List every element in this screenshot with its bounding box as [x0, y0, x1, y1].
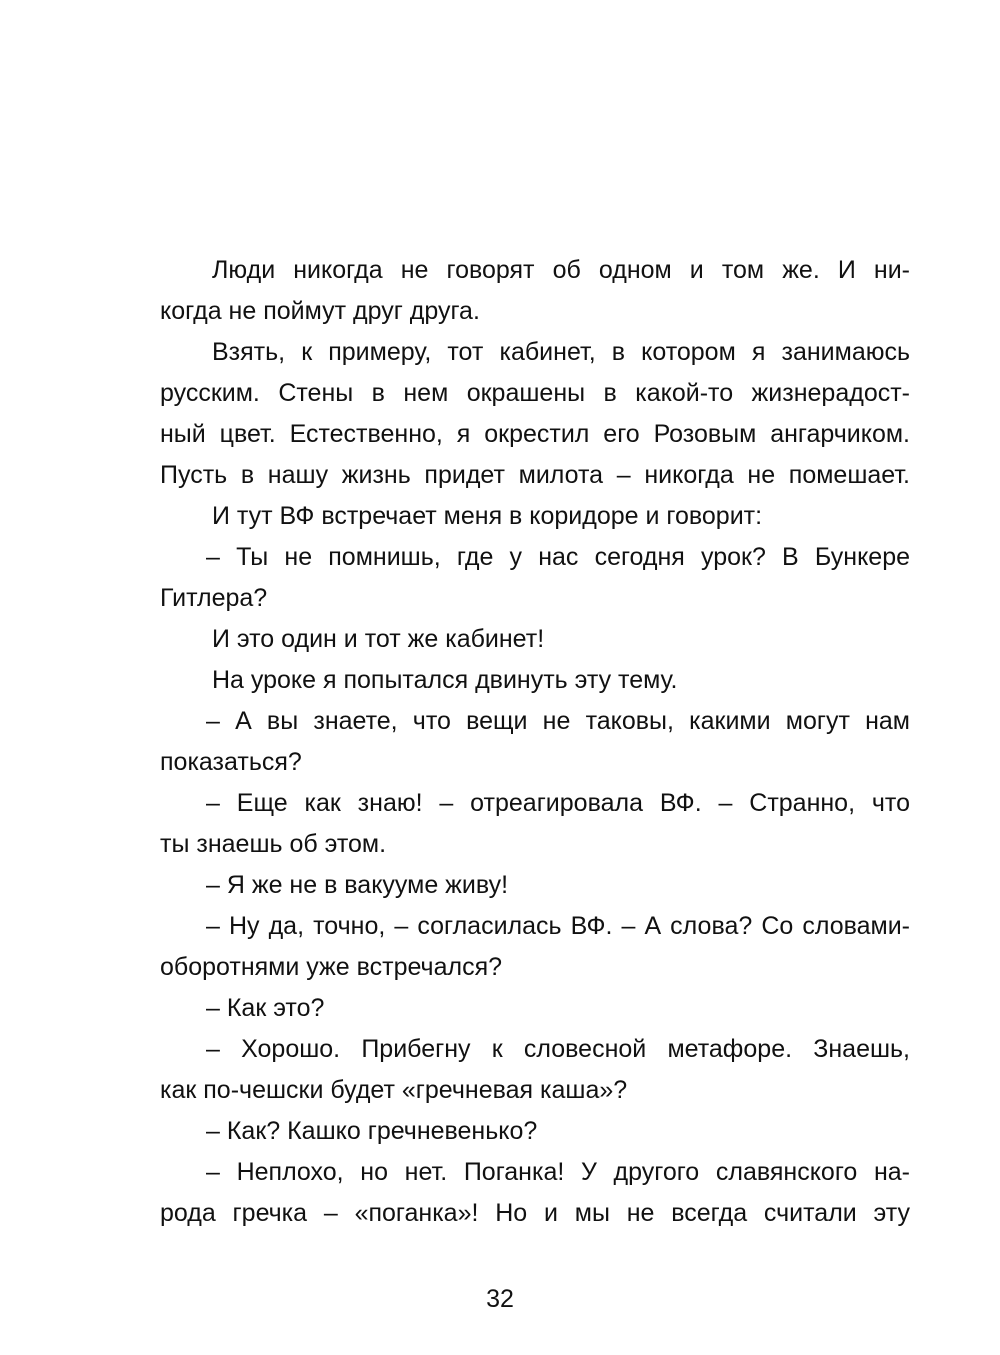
text-line: Взять, к примеру, тот кабинет, в котором я занимаюсь [212, 338, 910, 366]
text-line: – Как это? [206, 994, 325, 1022]
text-line: – Неплохо, но нет. Поганка! У другого славянского на- [206, 1158, 910, 1186]
page-number: 32 [486, 1285, 514, 1313]
text-line: – Ты не помнишь, где у нас сегодня урок? В Бункере [206, 543, 910, 571]
text-line: рода гречка – «поганка»! Но и мы не всегда считали эту [160, 1199, 910, 1227]
text-line: ный цвет. Естественно, я окрестил его Розовым ангарчиком. [160, 420, 910, 448]
text-line: На уроке я попытался двинуть эту тему. [212, 666, 678, 694]
text-line: И это один и тот же кабинет! [212, 625, 545, 653]
text-line: – Как? Кашко гречневенько? [206, 1117, 538, 1145]
text-line: – Я же не в вакууме живу! [206, 871, 509, 899]
text-line: Люди никогда не говорят об одном и том же. И ни- [212, 256, 910, 284]
text-line: – Хорошо. Прибегну к словесной метафоре. Знаешь, [206, 1035, 910, 1063]
text-line: Пусть в нашу жизнь придет милота – никогда не помешает. [160, 461, 910, 489]
text-line: И тут ВФ встречает меня в коридоре и говорит: [212, 502, 763, 530]
text-line: – Ну да, точно, – согласилась ВФ. – А слова? Со словами- [206, 912, 910, 940]
text-line: – А вы знаете, что вещи не таковы, какими могут нам [206, 707, 910, 735]
text-line: когда не поймут друг друга. [160, 297, 480, 325]
text-line: ты знаешь об этом. [160, 830, 387, 858]
text-line: показаться? [160, 748, 302, 776]
text-line: Гитлера? [160, 584, 268, 612]
text-line: – Еще как знаю! – отреагировала ВФ. – Странно, что [206, 789, 910, 817]
body-text [160, 250, 910, 1234]
text-line: как по-чешски будет «гречневая каша»? [160, 1076, 628, 1104]
text-line: русским. Стены в нем окрашены в какой-то жизнерадост- [160, 379, 910, 407]
text-line: оборотнями уже встречался? [160, 953, 503, 981]
